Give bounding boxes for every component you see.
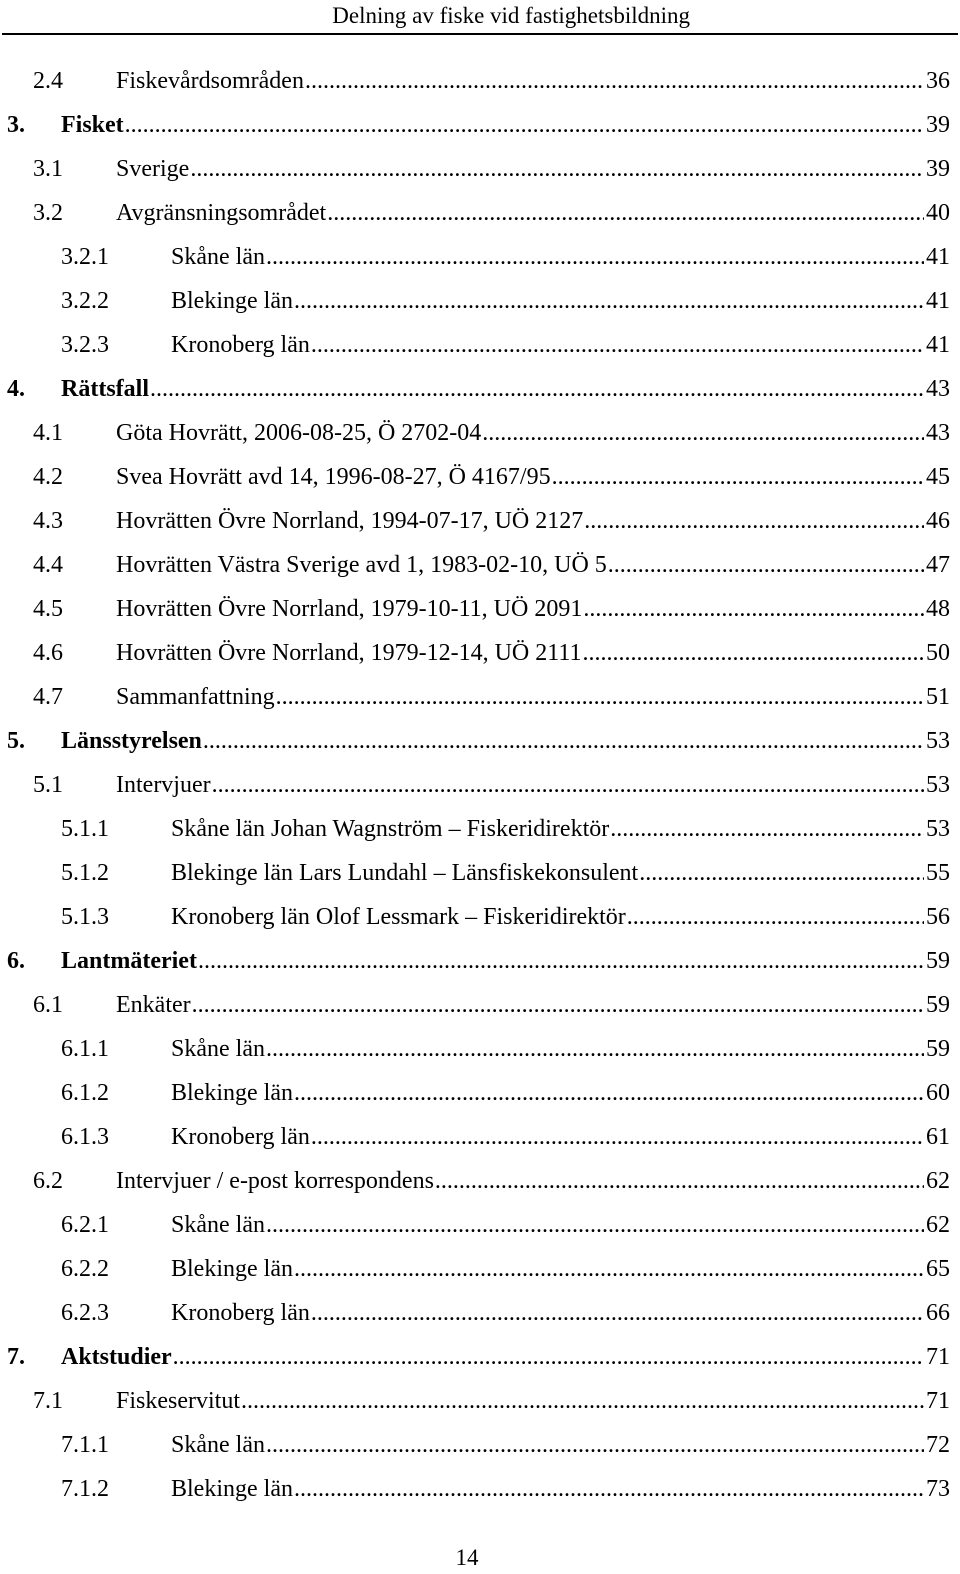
toc-entry-page: 45 — [926, 464, 950, 490]
toc-entry-page: 55 — [926, 860, 950, 886]
toc-entry[interactable] — [0, 455, 960, 499]
toc-dot-leader — [266, 1423, 924, 1467]
toc-entry-title: Hovrätten Övre Norrland, 1994-07-17, UÖ 2127 — [116, 508, 584, 534]
toc-dot-leader — [294, 1247, 924, 1291]
toc-entry-title: Enkäter — [116, 992, 191, 1018]
toc-dot-leader — [582, 631, 924, 675]
toc-entry-body — [116, 1159, 950, 1203]
toc-dot-leader — [327, 191, 924, 235]
toc-dot-leader — [276, 675, 924, 719]
toc-entry-title: Sverige — [116, 156, 190, 182]
toc-entry-title: Lantmäteriet — [61, 948, 197, 974]
toc-entry-number: 6.2.3 — [61, 1300, 109, 1326]
toc-entry[interactable] — [0, 279, 960, 323]
toc-dot-leader — [639, 851, 924, 895]
toc-entry-number: 6.1.3 — [61, 1124, 109, 1150]
toc-entry-page: 46 — [926, 508, 950, 534]
toc-entry-number: 5.1 — [33, 772, 63, 798]
toc-entry[interactable] — [0, 191, 960, 235]
toc-entry-page: 41 — [926, 288, 950, 314]
toc-entry-page: 65 — [926, 1256, 950, 1282]
toc-entry[interactable] — [0, 587, 960, 631]
toc-entry-page: 61 — [926, 1124, 950, 1150]
toc-entry[interactable] — [0, 851, 960, 895]
toc-dot-leader — [266, 1027, 924, 1071]
toc-entry-body — [116, 587, 950, 631]
toc-dot-leader — [608, 543, 924, 587]
toc-entry-body — [171, 1071, 950, 1115]
toc-entry-number: 3.2 — [33, 200, 63, 226]
toc-entry-number: 5. — [7, 728, 25, 754]
toc-entry-title: Aktstudier — [61, 1344, 172, 1370]
toc-entry-page: 59 — [926, 1036, 950, 1062]
toc-entry[interactable] — [0, 323, 960, 367]
toc-dot-leader — [552, 455, 924, 499]
toc-entry-body — [171, 1027, 950, 1071]
toc-entry-page: 50 — [926, 640, 950, 666]
toc-entry[interactable] — [0, 631, 960, 675]
toc-entry-title: Blekinge län Lars Lundahl – Länsfiskekonsulent — [171, 860, 639, 886]
toc-entry-page: 43 — [926, 420, 950, 446]
toc-entry-number: 7.1 — [33, 1388, 63, 1414]
toc-entry-body — [116, 59, 950, 103]
toc-entry[interactable] — [0, 983, 960, 1027]
toc-entry-number: 7.1.1 — [61, 1432, 109, 1458]
toc-entry-title: Hovrätten Övre Norrland, 1979-10-11, UÖ 2091 — [116, 596, 583, 622]
toc-entry-title: Blekinge län — [171, 1080, 293, 1106]
toc-entry-title: Länsstyrelsen — [61, 728, 202, 754]
toc-dot-leader — [198, 939, 924, 983]
toc-entry-body — [171, 235, 950, 279]
toc-entry-page: 53 — [926, 728, 950, 754]
toc-entry-title: Blekinge län — [171, 1476, 293, 1502]
toc-entry-title: Intervjuer — [116, 772, 211, 798]
toc-entry-body — [116, 147, 950, 191]
toc-entry-body — [116, 455, 950, 499]
toc-entry-body — [171, 807, 950, 851]
toc-entry-body — [61, 103, 950, 147]
toc-entry-page: 62 — [926, 1212, 950, 1238]
toc-entry-page: 41 — [926, 244, 950, 270]
toc-dot-leader — [266, 235, 924, 279]
toc-entry-page: 51 — [926, 684, 950, 710]
toc-dot-leader — [584, 499, 924, 543]
toc-entry[interactable] — [0, 1335, 960, 1379]
toc-entry-body — [171, 1203, 950, 1247]
toc-dot-leader — [610, 807, 924, 851]
toc-entry-title: Fisket — [61, 112, 124, 138]
toc-entry-number: 3.1 — [33, 156, 63, 182]
toc-dot-leader — [482, 411, 924, 455]
toc-entry-page: 71 — [926, 1388, 950, 1414]
toc-entry-page: 60 — [926, 1080, 950, 1106]
toc-entry-number: 2.4 — [33, 68, 63, 94]
toc-entry-number: 4.1 — [33, 420, 63, 446]
toc-entry-number: 4.4 — [33, 552, 63, 578]
toc-entry[interactable] — [0, 1115, 960, 1159]
toc-entry[interactable] — [0, 807, 960, 851]
toc-dot-leader — [311, 1291, 924, 1335]
toc-entry[interactable] — [0, 1423, 960, 1467]
page-number: 14 — [455, 1545, 479, 1570]
toc-entry-page: 73 — [926, 1476, 950, 1502]
toc-entry-number: 5.1.2 — [61, 860, 109, 886]
toc-entry-body — [171, 1247, 950, 1291]
toc-entry-page: 41 — [926, 332, 950, 358]
toc-entry[interactable] — [0, 1467, 960, 1511]
toc-entry-page: 39 — [926, 112, 950, 138]
toc-entry-body — [61, 367, 950, 411]
toc-entry-title: Blekinge län — [171, 1256, 293, 1282]
toc-entry-title: Rättsfall — [61, 376, 149, 402]
toc-entry-page: 53 — [926, 816, 950, 842]
toc-dot-leader — [294, 1071, 924, 1115]
toc-entry-page: 56 — [926, 904, 950, 930]
toc-entry[interactable] — [0, 719, 960, 763]
toc-dot-leader — [266, 1203, 924, 1247]
toc-entry[interactable] — [0, 895, 960, 939]
toc-entry-title: Kronoberg län — [171, 1124, 310, 1150]
toc-entry-title: Kronoberg län — [171, 1300, 310, 1326]
toc-dot-leader — [190, 147, 924, 191]
toc-entry-body — [171, 851, 950, 895]
toc-entry-number: 6.2 — [33, 1168, 63, 1194]
toc-entry-body — [171, 1467, 950, 1511]
toc-entry-title: Sammanfattning — [116, 684, 275, 710]
toc-entry-title: Blekinge län — [171, 288, 293, 314]
toc-entry-body — [171, 1423, 950, 1467]
toc-dot-leader — [125, 103, 924, 147]
toc-dot-leader — [203, 719, 924, 763]
toc-entry[interactable] — [0, 1379, 960, 1423]
toc-entry[interactable] — [0, 675, 960, 719]
toc-entry-body — [61, 1335, 950, 1379]
toc-entry-body — [116, 411, 950, 455]
toc-entry[interactable] — [0, 411, 960, 455]
toc-entry-number: 3.2.2 — [61, 288, 109, 314]
toc-dot-leader — [192, 983, 924, 1027]
toc-dot-leader — [583, 587, 924, 631]
toc-entry-body — [116, 983, 950, 1027]
toc-entry[interactable] — [0, 235, 960, 279]
toc-dot-leader — [241, 1379, 924, 1423]
toc-entry-page: 40 — [926, 200, 950, 226]
toc-entry[interactable] — [0, 103, 960, 147]
toc-entry-page: 48 — [926, 596, 950, 622]
toc-entry-title: Skåne län Johan Wagnström – Fiskeridirektör — [171, 816, 610, 842]
toc-entry-page: 47 — [926, 552, 950, 578]
toc-entry-number: 4.3 — [33, 508, 63, 534]
toc-entry-title: Skåne län — [171, 1432, 265, 1458]
toc-dot-leader — [305, 59, 924, 103]
toc-entry[interactable] — [0, 543, 960, 587]
toc-entry-title: Fiskevårdsområden — [116, 68, 304, 94]
toc-entry-number: 6.1 — [33, 992, 63, 1018]
toc-entry[interactable] — [0, 1247, 960, 1291]
toc-dot-leader — [212, 763, 924, 807]
toc-dot-leader — [173, 1335, 924, 1379]
toc-entry-page: 59 — [926, 948, 950, 974]
toc-entry-body — [116, 191, 950, 235]
toc-dot-leader — [150, 367, 924, 411]
toc-entry[interactable] — [0, 939, 960, 983]
toc-entry-title: Göta Hovrätt, 2006-08-25, Ö 2702-04 — [116, 420, 482, 446]
toc-entry-body — [171, 323, 950, 367]
toc-dot-leader — [435, 1159, 924, 1203]
toc-entry-title: Fiskeservitut — [116, 1388, 240, 1414]
toc-entry-page: 43 — [926, 376, 950, 402]
toc-entry-number: 4.6 — [33, 640, 63, 666]
toc-entry-body — [171, 895, 950, 939]
toc-dot-leader — [311, 1115, 924, 1159]
toc-entry-body — [171, 279, 950, 323]
toc-entry-body — [61, 939, 950, 983]
toc-entry-title: Kronoberg län — [171, 332, 310, 358]
table-of-contents — [0, 59, 960, 1511]
toc-entry[interactable] — [0, 763, 960, 807]
toc-entry[interactable] — [0, 1291, 960, 1335]
toc-entry-number: 4.5 — [33, 596, 63, 622]
toc-entry-number: 3.2.3 — [61, 332, 109, 358]
toc-entry-number: 3. — [7, 112, 25, 138]
toc-entry-number: 6.1.2 — [61, 1080, 109, 1106]
toc-entry-number: 7.1.2 — [61, 1476, 109, 1502]
toc-entry[interactable] — [0, 1027, 960, 1071]
toc-entry-number: 4. — [7, 376, 25, 402]
toc-entry-body — [116, 763, 950, 807]
toc-entry[interactable] — [0, 1071, 960, 1115]
toc-entry-body — [116, 1379, 950, 1423]
running-header: Delning av fiske vid fastighetsbildning — [332, 3, 690, 28]
header-rule — [2, 33, 958, 35]
toc-entry-number: 3.2.1 — [61, 244, 109, 270]
toc-entry-number: 4.2 — [33, 464, 63, 490]
toc-entry-title: Svea Hovrätt avd 14, 1996-08-27, Ö 4167/95 — [116, 464, 551, 490]
toc-entry[interactable] — [0, 1203, 960, 1247]
toc-entry[interactable] — [0, 147, 960, 191]
toc-entry-page: 53 — [926, 772, 950, 798]
toc-entry-page: 66 — [926, 1300, 950, 1326]
toc-dot-leader — [311, 323, 924, 367]
toc-entry-body — [171, 1291, 950, 1335]
toc-entry-number: 5.1.3 — [61, 904, 109, 930]
toc-entry[interactable] — [0, 367, 960, 411]
toc-entry-title: Hovrätten Övre Norrland, 1979-12-14, UÖ 2111 — [116, 640, 582, 666]
toc-entry-body — [116, 543, 950, 587]
toc-entry-number: 7. — [7, 1344, 25, 1370]
toc-entry[interactable] — [0, 499, 960, 543]
toc-entry-number: 4.7 — [33, 684, 63, 710]
toc-entry-page: 71 — [926, 1344, 950, 1370]
toc-entry-number: 5.1.1 — [61, 816, 109, 842]
toc-entry-body — [116, 675, 950, 719]
toc-entry-page: 72 — [926, 1432, 950, 1458]
toc-dot-leader — [294, 279, 924, 323]
toc-entry-number: 6.1.1 — [61, 1036, 109, 1062]
toc-entry[interactable] — [0, 59, 960, 103]
toc-entry-body — [116, 631, 950, 675]
toc-entry-page: 59 — [926, 992, 950, 1018]
toc-entry-title: Hovrätten Västra Sverige avd 1, 1983-02-10, UÖ 5 — [116, 552, 607, 578]
toc-entry-title: Skåne län — [171, 1212, 265, 1238]
toc-entry-title: Kronoberg län Olof Lessmark – Fiskeridirektör — [171, 904, 626, 930]
toc-entry-body — [171, 1115, 950, 1159]
toc-entry-page: 62 — [926, 1168, 950, 1194]
toc-entry-title: Intervjuer / e-post korrespondens — [116, 1168, 434, 1194]
toc-entry-title: Avgränsningsområdet — [116, 200, 327, 226]
toc-entry-number: 6. — [7, 948, 25, 974]
toc-entry-body — [61, 719, 950, 763]
toc-dot-leader — [627, 895, 924, 939]
toc-entry-title: Skåne län — [171, 244, 265, 270]
toc-entry[interactable] — [0, 1159, 960, 1203]
toc-entry-body — [116, 499, 950, 543]
toc-entry-page: 36 — [926, 68, 950, 94]
toc-dot-leader — [294, 1467, 924, 1511]
toc-entry-title: Skåne län — [171, 1036, 265, 1062]
toc-entry-number: 6.2.2 — [61, 1256, 109, 1282]
toc-entry-page: 39 — [926, 156, 950, 182]
toc-entry-number: 6.2.1 — [61, 1212, 109, 1238]
